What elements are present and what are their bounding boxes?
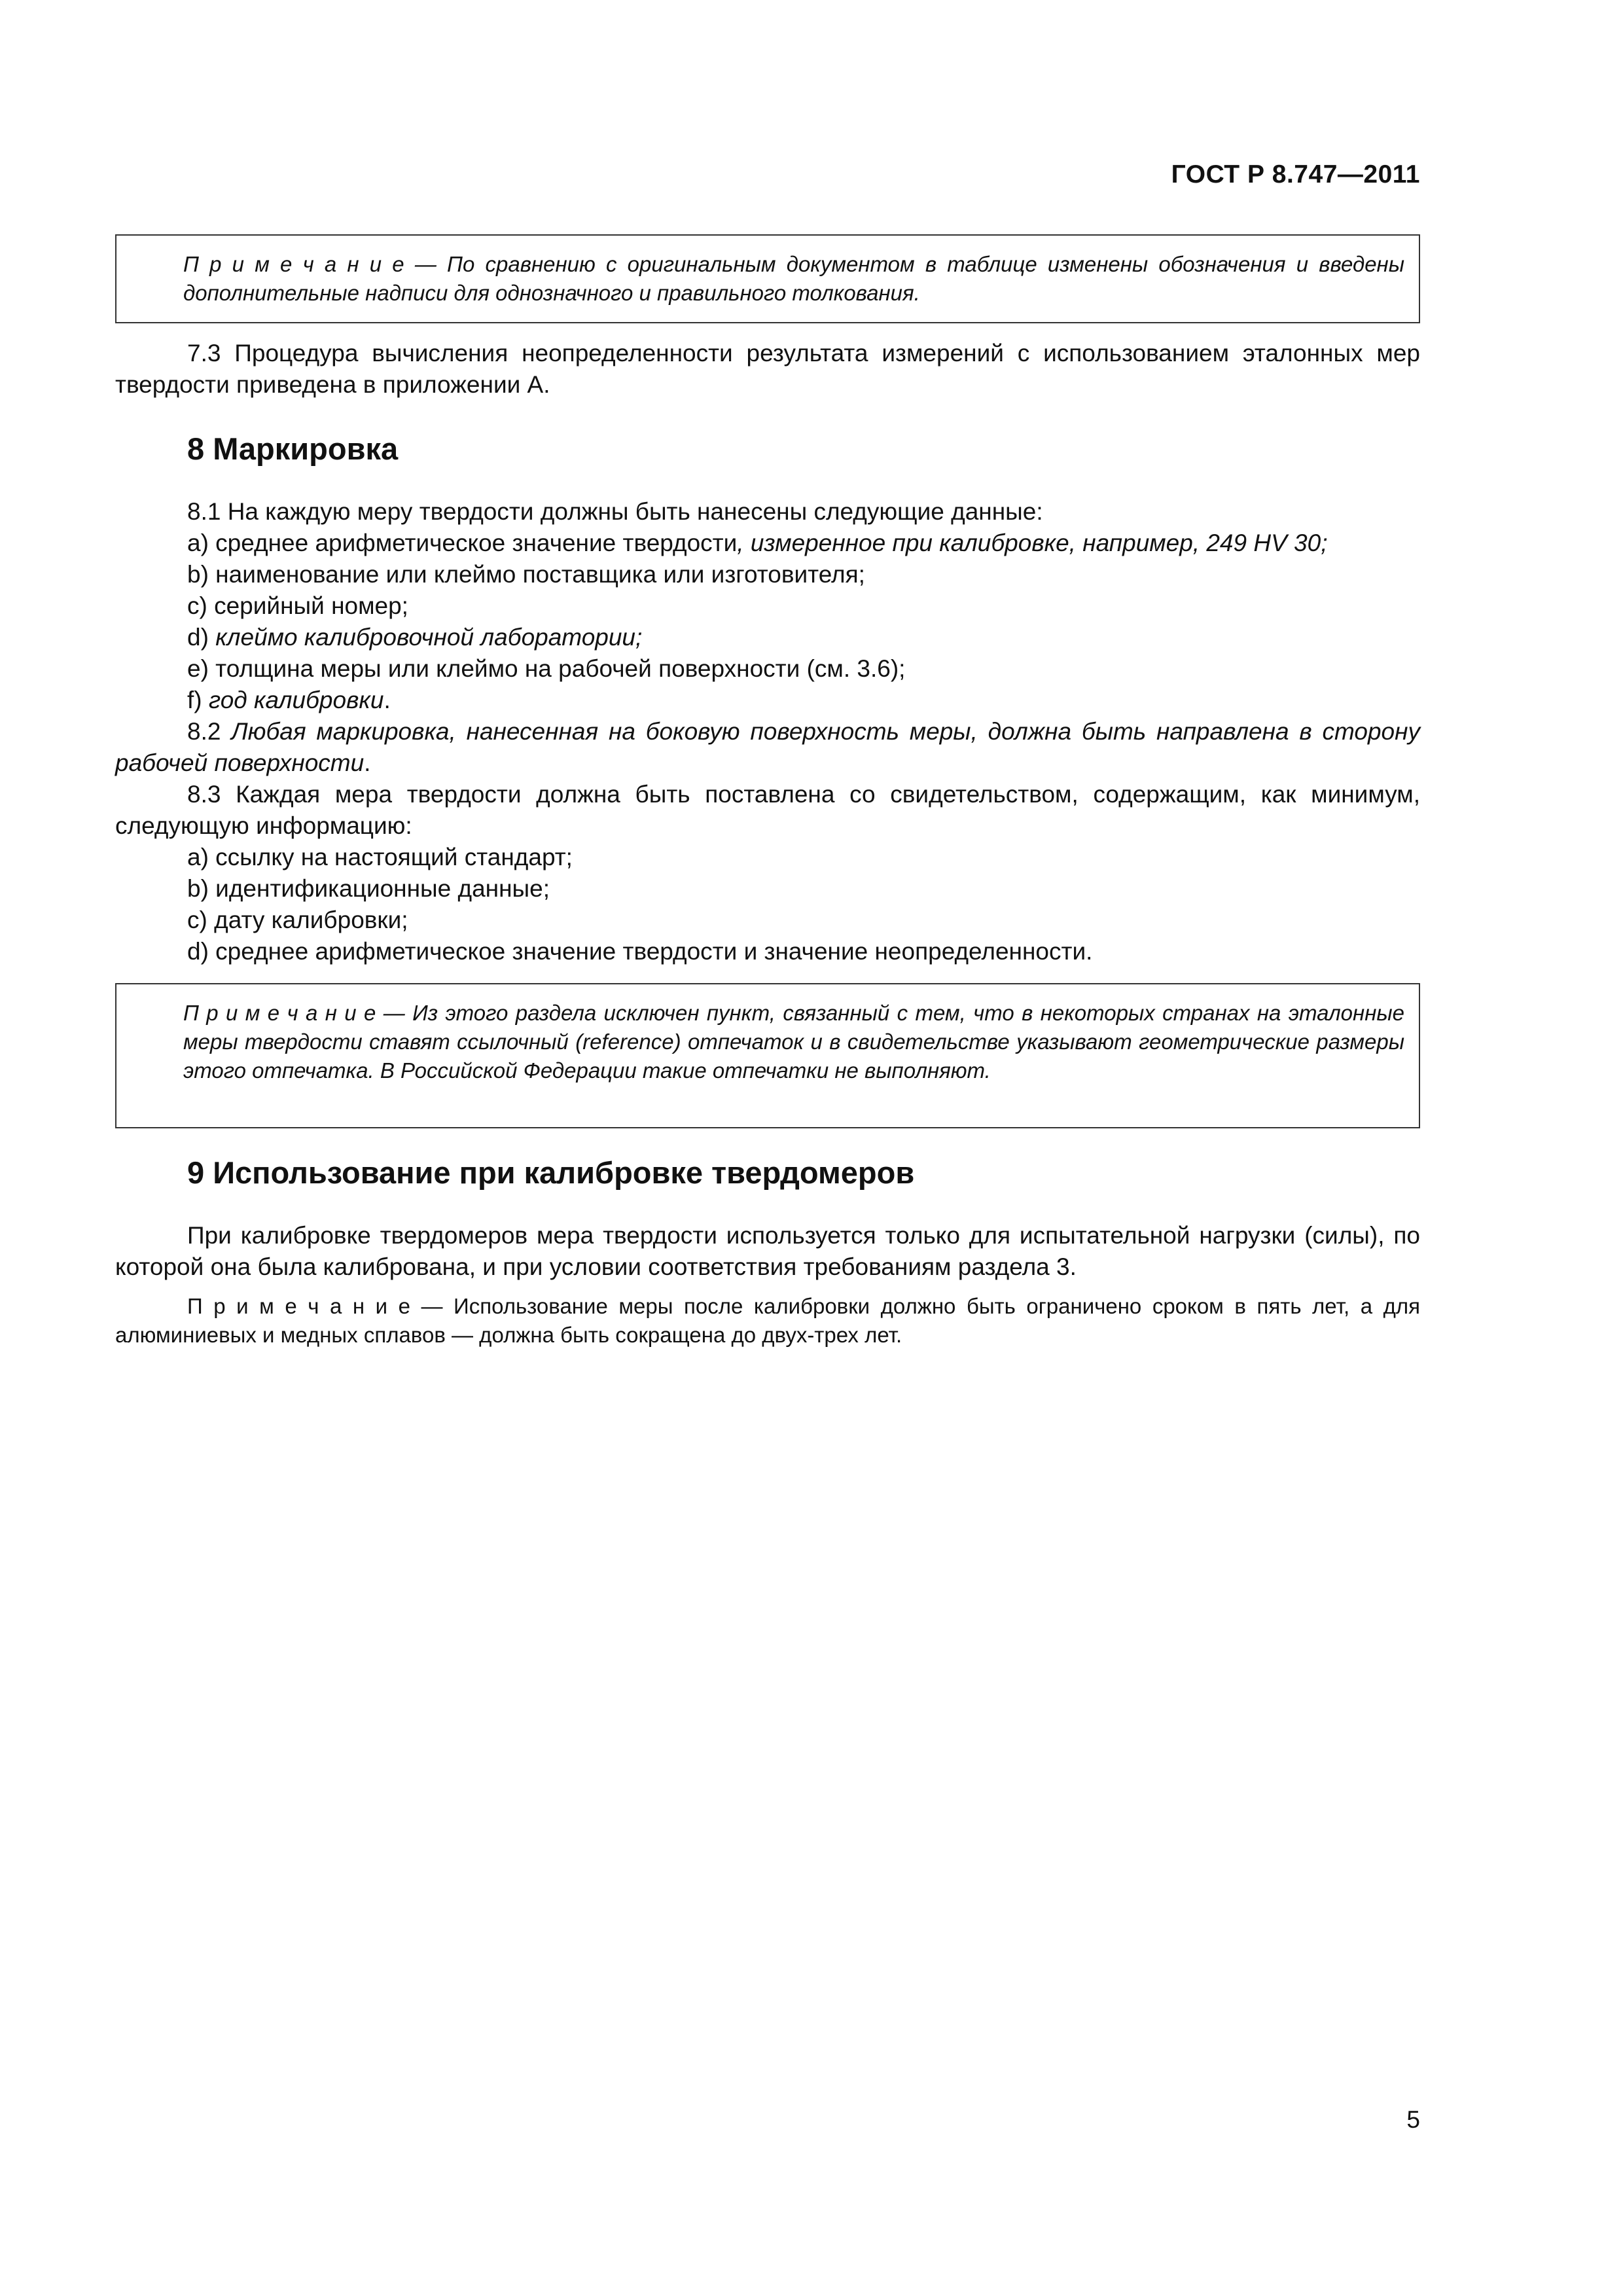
page-content xyxy=(115,234,1420,1350)
list-item-8-3-d: d) среднее арифметическое значение твердости и значение неопределенности. xyxy=(187,938,1093,965)
list-item-a-italic-text: , измеренное при калибровке, например, 249 HV 30; xyxy=(737,529,1328,556)
paragraph-8-3: 8.3 Каждая мера твердости должна быть поставлена со свидетельством, содержащим, как минимум, следующую информацию: xyxy=(115,781,1420,839)
paragraph-8-2-italic-text: Любая маркировка, нанесенная на боковую поверхность меры, должна быть направлена в сторону рабочей поверхности xyxy=(115,718,1420,776)
list-item-8-1-f xyxy=(115,685,1420,716)
note-text: — Использование меры после калибровки должно быть ограничено сроком в пять лет, а для алюминиевых и медных сплавов — должна быть сокращена до двух-трех лет. xyxy=(115,1294,1420,1347)
list-item-f-italic-text: год калибровки xyxy=(208,687,384,713)
list-item-8-1-a xyxy=(115,528,1420,559)
list-item-8-3-b: b) идентификационные данные; xyxy=(187,875,550,902)
list-item-f-suffix: . xyxy=(383,687,391,713)
list-item-f-prefix: f) xyxy=(187,687,209,713)
section-8-title: 8 Маркировка xyxy=(187,431,399,466)
note-paragraph xyxy=(131,999,1404,1085)
note-paragraph xyxy=(131,250,1404,308)
paragraph-8-2-suffix: . xyxy=(364,749,371,776)
note-label: П р и м е ч а н и е xyxy=(183,252,404,276)
list-item-8-1-e: e) толщина меры или клеймо на рабочей поверхности (см. 3.6); xyxy=(187,655,906,682)
list-item-8-3-a: a) ссылку на настоящий стандарт; xyxy=(187,844,573,870)
list-item-a-text: a) среднее арифметическое значение твердости xyxy=(187,529,738,556)
list-item-8-1-d xyxy=(115,622,1420,653)
list-item-d-prefix: d) xyxy=(187,624,216,651)
list-item-8-3-c: c) дату калибровки; xyxy=(187,906,408,933)
paragraph-8-2 xyxy=(115,716,1420,779)
paragraph-8-2-prefix: 8.2 xyxy=(187,718,232,745)
note-text: — По сравнению с оригинальным документом в таблице изменены обозначения и введены дополнительные надписи для однозначного и правильного толкования. xyxy=(183,252,1404,305)
list-item-8-1-b: b) наименование или клеймо поставщика или изготовителя; xyxy=(187,561,865,588)
list-item-8-1-c: c) серийный номер; xyxy=(187,592,408,619)
note-section-9 xyxy=(115,1292,1420,1350)
note-label: П р и м е ч а н и е xyxy=(187,1294,410,1318)
note-label: П р и м е ч а н и е xyxy=(183,1001,376,1025)
note-box-reference-imprint xyxy=(115,983,1420,1128)
paragraph-8-1: 8.1 На каждую меру твердости должны быть нанесены следующие данные: xyxy=(187,498,1043,525)
paragraph-7-3: 7.3 Процедура вычисления неопределенности результата измерений с использованием эталонных мер твердости приведена в приложении А. xyxy=(115,340,1420,398)
paragraph-9: При калибровке твердомеров мера твердости используется только для испытательной нагрузки (силы), по которой она была калибрована, и при условии соответствия требованиям раздела 3. xyxy=(115,1222,1420,1280)
page-number: 5 xyxy=(1406,2106,1420,2133)
list-item-d-italic-text: клеймо калибровочной лаборатории; xyxy=(215,624,643,651)
document-code-header: ГОСТ Р 8.747—2011 xyxy=(1171,160,1420,188)
note-text: — Из этого раздела исключен пункт, связанный с тем, что в некоторых странах на эталонные меры твердости ставят ссылочный (reference) отпечаток и в свидетельстве указывают геометрические размеры этого отпечатка. В Российской Федерации такие отпечатки не выполняют. xyxy=(183,1001,1404,1083)
note-box-table-changes xyxy=(115,234,1420,323)
section-9-title: 9 Использование при калибровке твердомеров xyxy=(187,1155,915,1190)
